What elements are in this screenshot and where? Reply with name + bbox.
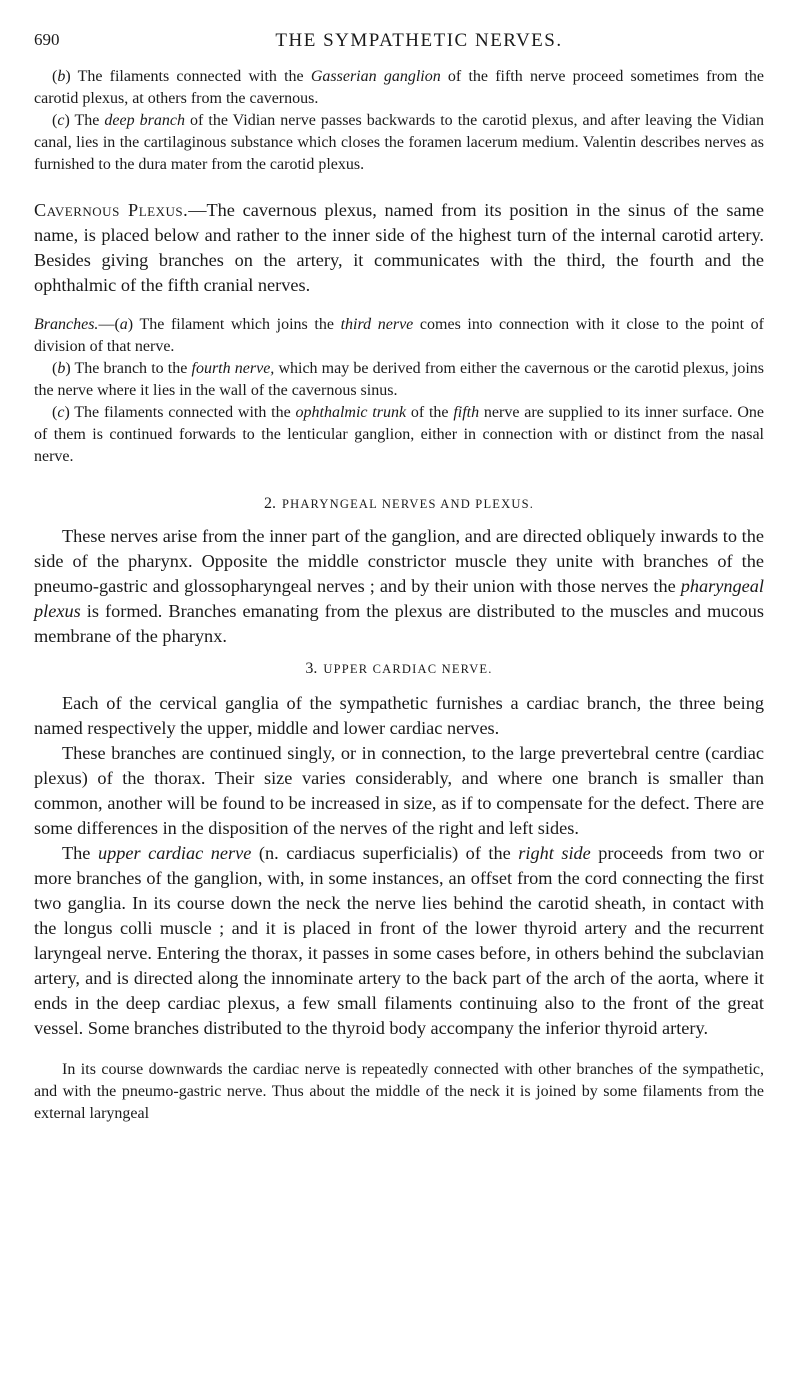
cavernous-plexus-paragraph: Cavernous Plexus.—The cavernous plexus, named from its position in the sinus of the same name, is placed below and rather to the inner side of the highest turn of the internal carotid artery. Besides giving branches on the artery, it communicates with the third, the fourth and the ophthalmic of the fifth cranial nerves. — [34, 200, 764, 295]
paragraph-b-gasserian: (b) The filaments connected with the Gasserian ganglion of the fifth nerve proceed sometimes from the carotid plexus, at others from the cavernous. — [34, 68, 765, 107]
upper-cardiac-right-paragraph: The upper cardiac nerve (n. cardiacus superficialis) of the right side proceeds from two or more branches of the ganglion, with, in some instances, an offset from the cord connecting the first two ganglia. In its course down the neck the nerve lies behind the carotid sheath, in contact with the longus colli muscle ; and it is placed in front of the lower thyroid artery and the recurrent laryngeal nerve. Entering the thorax, it passes in some cases before, in others behind the subclavian artery, and is directed along the innominate artery to the back part of the arch of the aorta, where it ends in the deep cardiac plexus, a few small filaments continuing also to the front of the great vessel. Some branches distributed to the thyroid body accompany the inferior thyroid artery. — [34, 843, 764, 1038]
section-3-title: UPPER CARDIAC NERVE. — [323, 662, 493, 676]
cardiac-course-paragraph: In its course downwards the cardiac nerve is repeatedly connected with other branches of the sympathetic, and with the pneumo-gastric nerve. Thus about the middle of the neck it is joined by some filaments from the external laryngeal — [34, 1061, 764, 1122]
cavernous-plexus-heading: Cavernous Plexus. — [34, 200, 189, 220]
running-head: THE SYMPATHETIC NERVES. — [275, 30, 563, 51]
pharyngeal-paragraph: These nerves arise from the inner part of the ganglion, and are directed obliquely inwards to the side of the pharynx. Opposite the middle constrictor muscle they unite with branches of the pneumo-gastric and glossopharyngeal nerves ; and by their union with those nerves the pharyngeal plexus is formed. Branches emanating from the plexus are distributed to the muscles and mucous membrane of the pharynx. — [34, 526, 764, 646]
cardiac-intro-paragraph: Each of the cervical ganglia of the sympathetic furnishes a cardiac branch, the three being named respectively the upper, middle and lower cardiac nerves. — [34, 693, 764, 738]
branches-a-paragraph: Branches.—(a) The filament which joins the third nerve comes into connection with it close to the point of division of that nerve. — [34, 316, 765, 355]
section-2-number: 2. — [263, 495, 276, 512]
section-3-number: 3. — [305, 660, 318, 677]
page-number: 690 — [34, 30, 60, 49]
branches-b-paragraph: (b) The branch to the fourth nerve, which may be derived from either the cavernous or the carotid plexus, joins the nerve where it lies in the wall of the cavernous sinus. — [34, 360, 765, 399]
section-2-heading — [34, 494, 764, 514]
section-2-title: PHARYNGEAL NERVES AND PLEXUS. — [281, 497, 535, 511]
page-header — [34, 30, 764, 60]
cardiac-branches-paragraph: These branches are continued singly, or in connection, to the large prevertebral centre (cardiac plexus) of the thorax. Their size varies considerably, and where one branch is smaller than common, another will be found to be increased in size, as if to compensate for the defect. There are some differences in the disposition of the nerves of the right and left sides. — [34, 743, 764, 838]
section-3-heading — [34, 659, 764, 679]
branches-c-paragraph: (c) The filaments connected with the ophthalmic trunk of the fifth nerve are supplied to its inner surface. One of them is continued forwards to the lenticular ganglion, either in connection with or distinct from the nasal nerve. — [34, 404, 765, 465]
paragraph-c-deep-branch: (c) The deep branch of the Vidian nerve passes backwards to the carotid plexus, and after leaving the Vidian canal, lies in the cartilaginous substance which closes the foramen lacerum medium. Valentin describes nerves as furnished to the dura mater from the carotid plexus. — [34, 112, 765, 173]
